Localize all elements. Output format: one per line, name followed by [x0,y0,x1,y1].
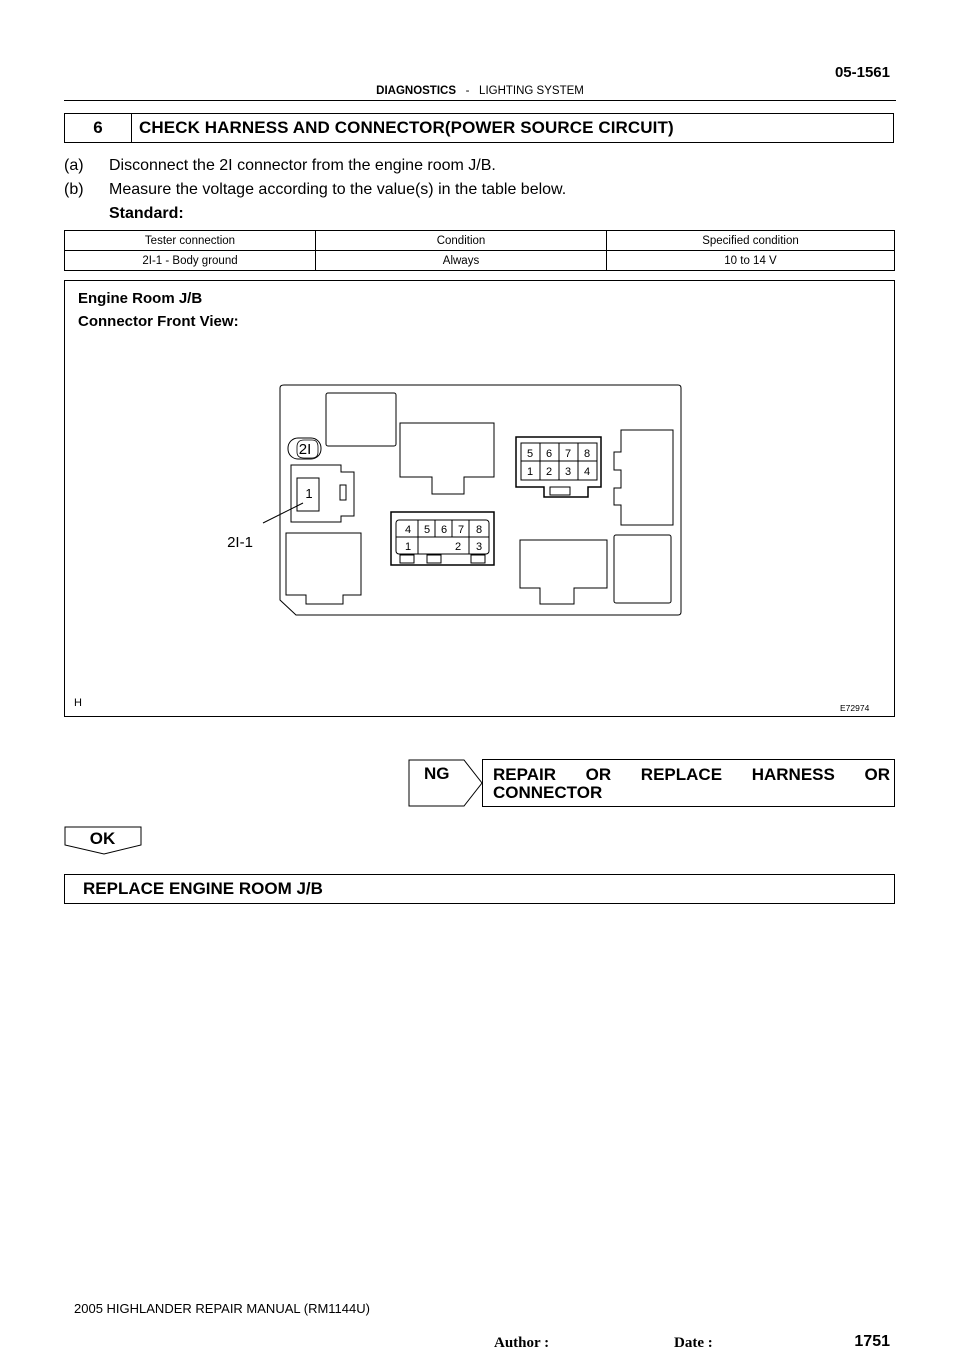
section-name: DIAGNOSTICS [376,85,457,97]
figure-corner-mark: H [74,697,82,709]
table-cell: Always [316,251,607,271]
pin-label: 1 [404,541,412,553]
relay-slot [520,540,607,604]
diagram-title: Engine Room J/B [78,290,203,307]
footer-page-number: 1751 [854,1333,890,1350]
connector-id-label: 2I [298,441,312,458]
pin-callout-label: 2I-1 [227,534,253,551]
pin-label: 1 [526,466,534,478]
instruction-label: (a) [64,157,84,174]
instruction-text: Measure the voltage according to the value(s) in the table below. [109,181,567,198]
pin-label: 3 [475,541,483,553]
pin-label: 7 [564,448,572,460]
step-title: CHECK HARNESS AND CONNECTOR(POWER SOURCE CIRCUIT) [139,118,674,137]
table-cell: 10 to 14 V [607,251,895,271]
relay-slot [614,535,671,603]
column-header: Tester connection [65,231,316,251]
ng-action-line2: CONNECTOR [493,783,603,802]
step-number: 6 [65,114,132,142]
pin-label: 7 [457,524,465,536]
section-separator: - [465,85,470,97]
fuse-slot [326,393,396,446]
ng-action-line1: REPAIR OR REPLACE HARNESS OR [493,765,890,784]
pin-label: 3 [564,466,572,478]
subsection-name: LIGHTING SYSTEM [479,85,584,97]
ng-action-box [482,759,895,807]
ok-label: OK [89,829,116,848]
relay-slot [400,423,494,494]
connector-2i-housing [291,465,354,522]
connector-2i-latch [340,485,346,500]
date-label: Date : [674,1335,713,1351]
ok-action-text: REPLACE ENGINE ROOM J/B [83,879,323,898]
ng-label: NG [424,764,450,783]
instruction-label: (b) [64,181,84,198]
manual-title: 2005 HIGHLANDER REPAIR MANUAL (RM1144U) [74,1301,370,1316]
pin-label: 2 [454,541,462,553]
table-cell: 2I-1 - Body ground [65,251,316,271]
pin-label: 6 [440,524,448,536]
pin-callout-leader [263,503,303,523]
column-header: Condition [316,231,607,251]
pin-label: 5 [526,448,534,460]
author-label: Author : [494,1335,550,1351]
ok-action-box [64,874,895,904]
pin-label: 4 [583,466,591,478]
pin-label: 6 [545,448,553,460]
pin-label: 4 [404,524,412,536]
figure-code: E72974 [840,703,870,713]
pin-label: 8 [475,524,483,536]
page-number: 05-1561 [834,64,890,81]
instruction-text: Disconnect the 2I connector from the engine room J/B. [109,157,496,174]
standard-label: Standard: [109,205,184,222]
diagram-subtitle: Connector Front View: [78,313,239,330]
relay-slot [614,430,673,525]
pin-label: 8 [583,448,591,460]
relay-slot [286,533,361,604]
pin-label: 5 [423,524,431,536]
column-header: Specified condition [607,231,895,251]
pin-label: 1 [305,486,313,501]
pin-label: 2 [545,466,553,478]
